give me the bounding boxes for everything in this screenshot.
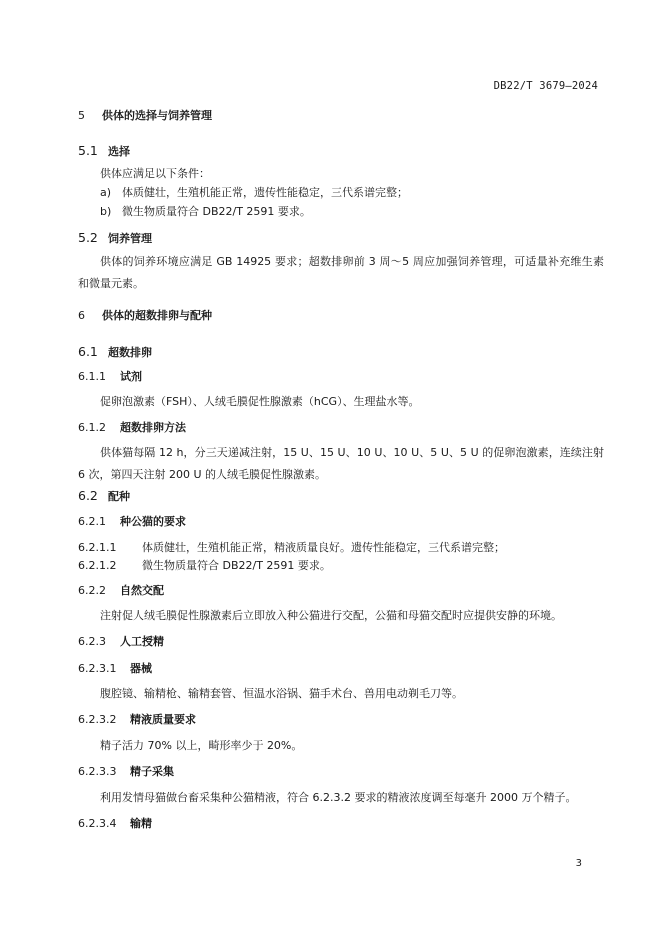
section-heading-6-1-1 — [78, 367, 604, 387]
list-text: 体质健壮，生殖机能正常，遗传性能稳定，三代系谱完整； — [122, 186, 408, 199]
section-number: 6.2.1 — [78, 515, 106, 528]
section-title: 超数排卵方法 — [120, 421, 186, 434]
section-heading-6-2-2 — [78, 581, 604, 601]
paragraph-6-2-3-3: 利用发情母猫做台畜采集种公猫精液，符合 6.2.3.2 要求的精液浓度调至每毫升 2000 万个精子。 — [100, 791, 577, 804]
section-heading-5 — [78, 106, 604, 126]
section-title: 输精 — [130, 817, 152, 830]
section-title: 人工授精 — [120, 635, 164, 648]
section-title: 超数排卵 — [108, 346, 152, 359]
section-title: 种公猫的要求 — [120, 515, 186, 528]
section-heading-6-2-3-1 — [78, 659, 604, 679]
section-title: 供体的超数排卵与配种 — [102, 309, 212, 322]
section-title: 饲养管理 — [108, 232, 152, 245]
clause-item — [78, 538, 505, 558]
section-title: 自然交配 — [120, 584, 164, 597]
list-item — [100, 183, 408, 203]
section-heading-6-2-1 — [78, 512, 604, 532]
section-heading-5-1 — [78, 141, 604, 162]
section-heading-6-2-3-4 — [78, 814, 604, 834]
clause-text: 微生物质量符合 DB22/T 2591 要求。 — [142, 559, 331, 572]
list-marker: a) — [100, 186, 112, 199]
section-heading-5-2 — [78, 228, 604, 249]
paragraph-5-2: 供体的饲养环境应满足 GB 14925 要求；超数排卵前 3 周～5 周应加强饲养管理，可适量补充维生素和微量元素。 — [78, 255, 604, 290]
section-heading-6-2-3-3 — [78, 762, 604, 782]
section-number: 6.1.1 — [78, 370, 106, 383]
section-heading-6-1-2 — [78, 418, 604, 438]
section-heading-6-2 — [78, 486, 604, 507]
section-number: 6.2.2 — [78, 584, 106, 597]
list-item — [100, 202, 311, 222]
clause-number: 6.2.1.2 — [78, 559, 117, 572]
section-heading-6-2-3-2 — [78, 710, 604, 730]
paragraph-6-2-3-2: 精子活力 70% 以上，畸形率少于 20%。 — [100, 739, 303, 752]
section-heading-6-1 — [78, 342, 604, 363]
section-heading-6 — [78, 306, 604, 326]
section-title: 供体的选择与饲养管理 — [102, 109, 212, 122]
section-number: 6.2 — [78, 488, 98, 503]
section-number: 5.2 — [78, 230, 98, 245]
section-number: 6.1.2 — [78, 421, 106, 434]
section-title: 器械 — [130, 662, 152, 675]
section-number: 6.2.3.2 — [78, 713, 117, 726]
section-title: 试剂 — [120, 370, 142, 383]
section-heading-6-2-3 — [78, 632, 604, 652]
standard-code: DB22/T 3679—2024 — [493, 80, 598, 92]
section-title: 配种 — [108, 490, 130, 503]
section-number: 5 — [78, 109, 85, 122]
section-number: 6.2.3.3 — [78, 765, 117, 778]
clause-item — [78, 556, 331, 576]
section-number: 6 — [78, 309, 85, 322]
paragraph-6-2-3-1: 腹腔镜、输精枪、输精套管、恒温水浴锅、猫手术台、兽用电动剃毛刀等。 — [100, 687, 463, 700]
section-title: 选择 — [108, 145, 130, 158]
paragraph-6-1-2: 供体猫每隔 12 h，分三天递减注射，15 U、15 U、10 U、10 U、5 U、5 U 的促卵泡激素，连续注射 6 次，第四天注射 200 U 的人绒毛膜促性腺激素。 — [78, 446, 604, 481]
clause-text: 体质健壮，生殖机能正常，精液质量良好。遗传性能稳定，三代系谱完整； — [142, 541, 505, 554]
page-number: 3 — [575, 858, 582, 869]
list-text: 微生物质量符合 DB22/T 2591 要求。 — [122, 205, 311, 218]
clause-number: 6.2.1.1 — [78, 541, 117, 554]
section-title: 精液质量要求 — [130, 713, 196, 726]
section-number: 6.2.3.4 — [78, 817, 117, 830]
paragraph-6-1-1: 促卵泡激素（FSH）、人绒毛膜促性腺激素（hCG）、生理盐水等。 — [100, 395, 420, 408]
section-number: 5.1 — [78, 143, 98, 158]
section-title: 精子采集 — [130, 765, 174, 778]
list-marker: b) — [100, 205, 112, 218]
paragraph-6-2-2: 注射促人绒毛膜促性腺激素后立即放入种公猫进行交配，公猫和母猫交配时应提供安静的环境。 — [100, 609, 562, 622]
section-number: 6.2.3.1 — [78, 662, 117, 675]
section-number: 6.1 — [78, 344, 98, 359]
paragraph-5-1-intro: 供体应满足以下条件： — [100, 167, 210, 180]
section-number: 6.2.3 — [78, 635, 106, 648]
